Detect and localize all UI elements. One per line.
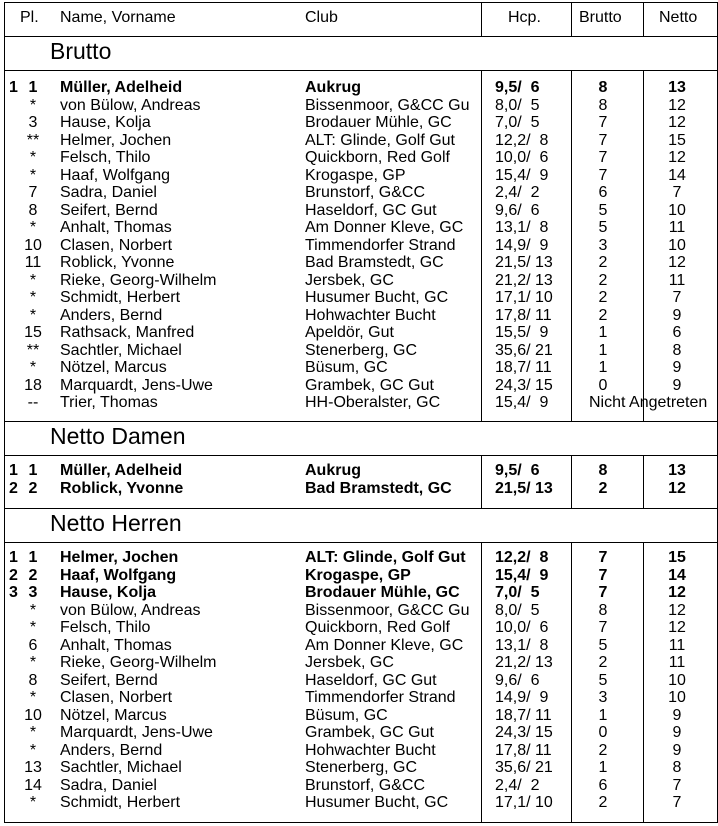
place-marker: 1: [28, 549, 38, 566]
brutto-score: 3: [598, 689, 608, 706]
player-name: Haaf, Wolfgang: [60, 567, 177, 584]
rule-line: [4, 542, 718, 543]
brutto-score: 0: [598, 377, 608, 394]
player-name: Felsch, Thilo: [60, 619, 151, 636]
player-name: von Bülow, Andreas: [60, 97, 201, 114]
brutto-score: 5: [598, 637, 608, 654]
brutto-score: 5: [598, 219, 608, 236]
player-name: Müller, Adelheid: [60, 462, 183, 479]
brutto-score: 7: [598, 619, 608, 636]
place-marker: 8: [28, 672, 38, 689]
netto-score: 10: [668, 237, 686, 254]
netto-score: 10: [668, 689, 686, 706]
place-marker: 2: [28, 480, 38, 497]
club-name: Timmendorfer Strand: [305, 689, 456, 706]
netto-score: 7: [672, 289, 682, 306]
player-name: Müller, Adelheid: [60, 79, 183, 96]
handicap-value: 13,1/ 8: [495, 219, 549, 236]
place-marker: *: [29, 724, 37, 741]
player-name: Rieke, Georg-Wilhelm: [60, 654, 217, 671]
brutto-score: 2: [598, 254, 608, 271]
rank-number: 1: [9, 462, 18, 479]
place-marker: *: [29, 359, 37, 376]
club-name: Krogaspe, GP: [305, 567, 411, 584]
netto-score: 13: [668, 462, 686, 479]
place-marker: 10: [24, 707, 42, 724]
handicap-value: 10,0/ 6: [495, 619, 549, 636]
club-name: ALT: Glinde, Golf Gut: [305, 132, 455, 149]
header-hcp: Hcp.: [508, 9, 541, 26]
place-marker: --: [27, 394, 39, 411]
handicap-value: 17,1/ 10: [495, 289, 553, 306]
netto-score: 12: [668, 619, 686, 636]
handicap-value: 24,3/ 15: [495, 377, 553, 394]
player-name: Nötzel, Marcus: [60, 707, 167, 724]
club-name: Husumer Bucht, GC: [305, 289, 449, 306]
handicap-value: 9,6/ 6: [495, 202, 540, 219]
brutto-score: 3: [598, 237, 608, 254]
column-line: [571, 542, 572, 822]
place-marker: 7: [28, 184, 38, 201]
player-name: von Bülow, Andreas: [60, 602, 201, 619]
brutto-score: 6: [598, 184, 608, 201]
brutto-score: 2: [598, 289, 608, 306]
club-name: Bad Bramstedt, GC: [305, 480, 452, 497]
netto-score: 12: [668, 602, 686, 619]
brutto-score: 5: [598, 672, 608, 689]
player-name: Seifert, Bernd: [60, 202, 158, 219]
handicap-value: 13,1/ 8: [495, 637, 549, 654]
handicap-value: 17,8/ 11: [495, 307, 552, 324]
player-name: Schmidt, Herbert: [60, 289, 181, 306]
club-name: Jersbek, GC: [305, 272, 394, 289]
netto-score: 11: [668, 654, 686, 671]
brutto-score: 8: [598, 97, 608, 114]
netto-score: 12: [668, 254, 686, 271]
brutto-score: 5: [598, 202, 608, 219]
rank-number: 1: [9, 79, 18, 96]
player-name: Roblick, Yvonne: [60, 254, 175, 271]
place-marker: *: [29, 97, 37, 114]
club-name: Apeldör, Gut: [305, 324, 394, 341]
place-marker: 6: [28, 637, 38, 654]
netto-score: 10: [668, 672, 686, 689]
column-line: [481, 2, 482, 36]
place-marker: *: [29, 272, 37, 289]
player-name: Haaf, Wolfgang: [60, 167, 170, 184]
netto-score: 9: [672, 307, 682, 324]
player-name: Roblick, Yvonne: [60, 480, 184, 497]
netto-score: 12: [668, 584, 686, 601]
player-name: Sadra, Daniel: [60, 184, 157, 201]
club-name: HH-Oberalster, GC: [305, 394, 441, 411]
header-name: Name, Vorname: [60, 9, 176, 26]
brutto-score: 8: [598, 462, 608, 479]
place-marker: 2: [28, 567, 38, 584]
brutto-score: 7: [598, 549, 608, 566]
brutto-score: 7: [598, 132, 608, 149]
club-name: Haseldorf, GC Gut: [305, 672, 437, 689]
handicap-value: 8,0/ 5: [495, 602, 540, 619]
handicap-value: 9,5/ 6: [495, 462, 540, 479]
player-name: Clasen, Norbert: [60, 237, 173, 254]
player-name: Nötzel, Marcus: [60, 359, 167, 376]
place-marker: *: [29, 289, 37, 306]
brutto-score: 1: [598, 759, 608, 776]
brutto-score: 8: [598, 79, 608, 96]
handicap-value: 15,4/ 9: [495, 567, 549, 584]
player-name: Felsch, Thilo: [60, 149, 151, 166]
club-name: Quickborn, Red Golf: [305, 149, 450, 166]
club-name: ALT: Glinde, Golf Gut: [305, 549, 466, 566]
brutto-score: 7: [598, 167, 608, 184]
brutto-score: 0: [598, 724, 608, 741]
club-name: Haseldorf, GC Gut: [305, 202, 437, 219]
player-name: Hause, Kolja: [60, 114, 151, 131]
brutto-score: 1: [598, 359, 608, 376]
place-marker: 15: [24, 324, 42, 341]
netto-score: 9: [672, 742, 682, 759]
handicap-value: 17,1/ 10: [495, 794, 553, 811]
player-name: Helmer, Jochen: [60, 132, 172, 149]
club-name: Bissenmoor, G&CC Gu: [305, 602, 470, 619]
netto-score: 9: [672, 707, 682, 724]
handicap-value: 7,0/ 5: [495, 584, 540, 601]
handicap-value: 21,5/ 13: [495, 254, 553, 271]
place-marker: *: [29, 619, 37, 636]
rule-line: [4, 508, 718, 509]
brutto-score: 1: [598, 324, 608, 341]
handicap-value: 15,5/ 9: [495, 324, 549, 341]
player-name: Anhalt, Thomas: [60, 219, 172, 236]
club-name: Husumer Bucht, GC: [305, 794, 449, 811]
club-name: Stenerberg, GC: [305, 759, 418, 776]
handicap-value: 15,4/ 9: [495, 167, 549, 184]
place-marker: 1: [28, 462, 38, 479]
place-marker: *: [29, 149, 37, 166]
handicap-value: 12,2/ 8: [495, 132, 549, 149]
player-name: Marquardt, Jens-Uwe: [60, 377, 213, 394]
player-name: Trier, Thomas: [60, 394, 158, 411]
handicap-value: 18,7/ 11: [495, 707, 552, 724]
place-marker: *: [29, 167, 37, 184]
rule-line: [4, 822, 718, 823]
brutto-score: 7: [598, 149, 608, 166]
status-text: Nicht Angetreten: [589, 394, 708, 411]
club-name: Krogaspe, GP: [305, 167, 406, 184]
club-name: Brunstorf, G&CC: [305, 184, 426, 201]
header-club: Club: [305, 9, 338, 26]
player-name: Rathsack, Manfred: [60, 324, 195, 341]
brutto-score: 2: [598, 654, 608, 671]
club-name: Aukrug: [305, 462, 361, 479]
column-line: [4, 2, 5, 822]
handicap-value: 14,9/ 9: [495, 689, 549, 706]
handicap-value: 21,2/ 13: [495, 272, 553, 289]
brutto-score: 7: [598, 114, 608, 131]
header-brutto: Brutto: [579, 9, 622, 26]
rule-line: [4, 455, 718, 456]
netto-score: 12: [668, 480, 686, 497]
column-line: [571, 70, 572, 421]
handicap-value: 8,0/ 5: [495, 97, 540, 114]
rule-line: [4, 2, 718, 3]
club-name: Brunstorf, G&CC: [305, 777, 426, 794]
player-name: Anders, Bernd: [60, 307, 163, 324]
netto-score: 12: [668, 97, 686, 114]
place-marker: 1: [28, 79, 38, 96]
handicap-value: 7,0/ 5: [495, 114, 540, 131]
rank-number: 2: [9, 480, 18, 497]
netto-score: 9: [672, 359, 682, 376]
column-line: [571, 2, 572, 36]
player-name: Sachtler, Michael: [60, 759, 182, 776]
place-marker: 10: [24, 237, 42, 254]
place-marker: *: [29, 742, 37, 759]
handicap-value: 35,6/ 21: [495, 759, 553, 776]
handicap-value: 15,4/ 9: [495, 394, 549, 411]
club-name: Am Donner Kleve, GC: [305, 637, 464, 654]
handicap-value: 14,9/ 9: [495, 237, 549, 254]
place-marker: 8: [28, 202, 38, 219]
club-name: Bissenmoor, G&CC Gu: [305, 97, 470, 114]
place-marker: *: [29, 602, 37, 619]
netto-score: 15: [668, 132, 686, 149]
player-name: Schmidt, Herbert: [60, 794, 181, 811]
netto-score: 11: [668, 272, 686, 289]
place-marker: 13: [24, 759, 42, 776]
handicap-value: 18,7/ 11: [495, 359, 552, 376]
brutto-score: 2: [598, 794, 608, 811]
place-marker: 3: [28, 584, 38, 601]
netto-score: 12: [668, 149, 686, 166]
brutto-score: 1: [598, 342, 608, 359]
column-line: [571, 455, 572, 508]
handicap-value: 21,5/ 13: [495, 480, 553, 497]
player-name: Seifert, Bernd: [60, 672, 158, 689]
brutto-score: 2: [598, 480, 608, 497]
player-name: Marquardt, Jens-Uwe: [60, 724, 213, 741]
netto-score: 13: [668, 79, 686, 96]
handicap-value: 35,6/ 21: [495, 342, 553, 359]
netto-score: 7: [672, 777, 682, 794]
club-name: Aukrug: [305, 79, 361, 96]
club-name: Grambek, GC Gut: [305, 724, 434, 741]
column-line: [643, 455, 644, 508]
rank-number: 3: [9, 584, 18, 601]
handicap-value: 12,2/ 8: [495, 549, 549, 566]
handicap-value: 9,5/ 6: [495, 79, 540, 96]
netto-score: 11: [668, 637, 686, 654]
player-name: Sadra, Daniel: [60, 777, 157, 794]
player-name: Rieke, Georg-Wilhelm: [60, 272, 217, 289]
section-title: Brutto: [50, 38, 112, 64]
section-title: Netto Herren: [50, 510, 182, 536]
rule-line: [4, 70, 718, 71]
handicap-value: 2,4/ 2: [495, 184, 540, 201]
netto-score: 14: [668, 567, 686, 584]
column-line: [643, 542, 644, 822]
netto-score: 6: [672, 324, 682, 341]
handicap-value: 9,6/ 6: [495, 672, 540, 689]
netto-score: 9: [672, 377, 682, 394]
netto-score: 7: [672, 184, 682, 201]
column-line: [643, 2, 644, 36]
netto-score: 9: [672, 724, 682, 741]
player-name: Clasen, Norbert: [60, 689, 173, 706]
place-marker: 18: [24, 377, 42, 394]
club-name: Am Donner Kleve, GC: [305, 219, 464, 236]
handicap-value: 2,4/ 2: [495, 777, 540, 794]
brutto-score: 1: [598, 707, 608, 724]
player-name: Anders, Bernd: [60, 742, 163, 759]
brutto-score: 8: [598, 602, 608, 619]
handicap-value: 17,8/ 11: [495, 742, 552, 759]
brutto-score: 7: [598, 584, 608, 601]
player-name: Sachtler, Michael: [60, 342, 182, 359]
section-title: Netto Damen: [50, 423, 186, 449]
rank-number: 2: [9, 567, 18, 584]
rule-line: [4, 36, 718, 37]
netto-score: 11: [668, 219, 686, 236]
club-name: Brodauer Mühle, GC: [305, 114, 452, 131]
brutto-score: 7: [598, 567, 608, 584]
netto-score: 14: [668, 167, 686, 184]
rank-number: 1: [9, 549, 18, 566]
club-name: Hohwachter Bucht: [305, 307, 436, 324]
header-netto: Netto: [659, 9, 698, 26]
club-name: Stenerberg, GC: [305, 342, 418, 359]
club-name: Brodauer Mühle, GC: [305, 584, 460, 601]
netto-score: 10: [668, 202, 686, 219]
place-marker: 11: [24, 254, 42, 271]
player-name: Hause, Kolja: [60, 584, 157, 601]
column-line: [643, 70, 644, 421]
brutto-score: 6: [598, 777, 608, 794]
place-marker: 14: [24, 777, 42, 794]
handicap-value: 21,2/ 13: [495, 654, 553, 671]
place-marker: 3: [28, 114, 38, 131]
place-marker: *: [29, 219, 37, 236]
netto-score: 8: [672, 342, 682, 359]
brutto-score: 2: [598, 742, 608, 759]
netto-score: 8: [672, 759, 682, 776]
club-name: Quickborn, Red Golf: [305, 619, 450, 636]
club-name: Grambek, GC Gut: [305, 377, 434, 394]
netto-score: 15: [668, 549, 686, 566]
handicap-value: 24,3/ 15: [495, 724, 553, 741]
netto-score: 7: [672, 794, 682, 811]
club-name: Hohwachter Bucht: [305, 742, 436, 759]
player-name: Helmer, Jochen: [60, 549, 179, 566]
club-name: Jersbek, GC: [305, 654, 394, 671]
club-name: Büsum, GC: [305, 707, 388, 724]
place-marker: *: [29, 689, 37, 706]
place-marker: **: [26, 342, 40, 359]
netto-score: 12: [668, 114, 686, 131]
club-name: Büsum, GC: [305, 359, 388, 376]
place-marker: *: [29, 307, 37, 324]
brutto-score: 2: [598, 272, 608, 289]
club-name: Bad Bramstedt, GC: [305, 254, 444, 271]
place-marker: **: [26, 132, 40, 149]
brutto-score: 2: [598, 307, 608, 324]
header-pl: Pl.: [20, 9, 39, 26]
place-marker: *: [29, 654, 37, 671]
handicap-value: 10,0/ 6: [495, 149, 549, 166]
rule-line: [4, 421, 718, 422]
place-marker: *: [29, 794, 37, 811]
club-name: Timmendorfer Strand: [305, 237, 456, 254]
player-name: Anhalt, Thomas: [60, 637, 172, 654]
